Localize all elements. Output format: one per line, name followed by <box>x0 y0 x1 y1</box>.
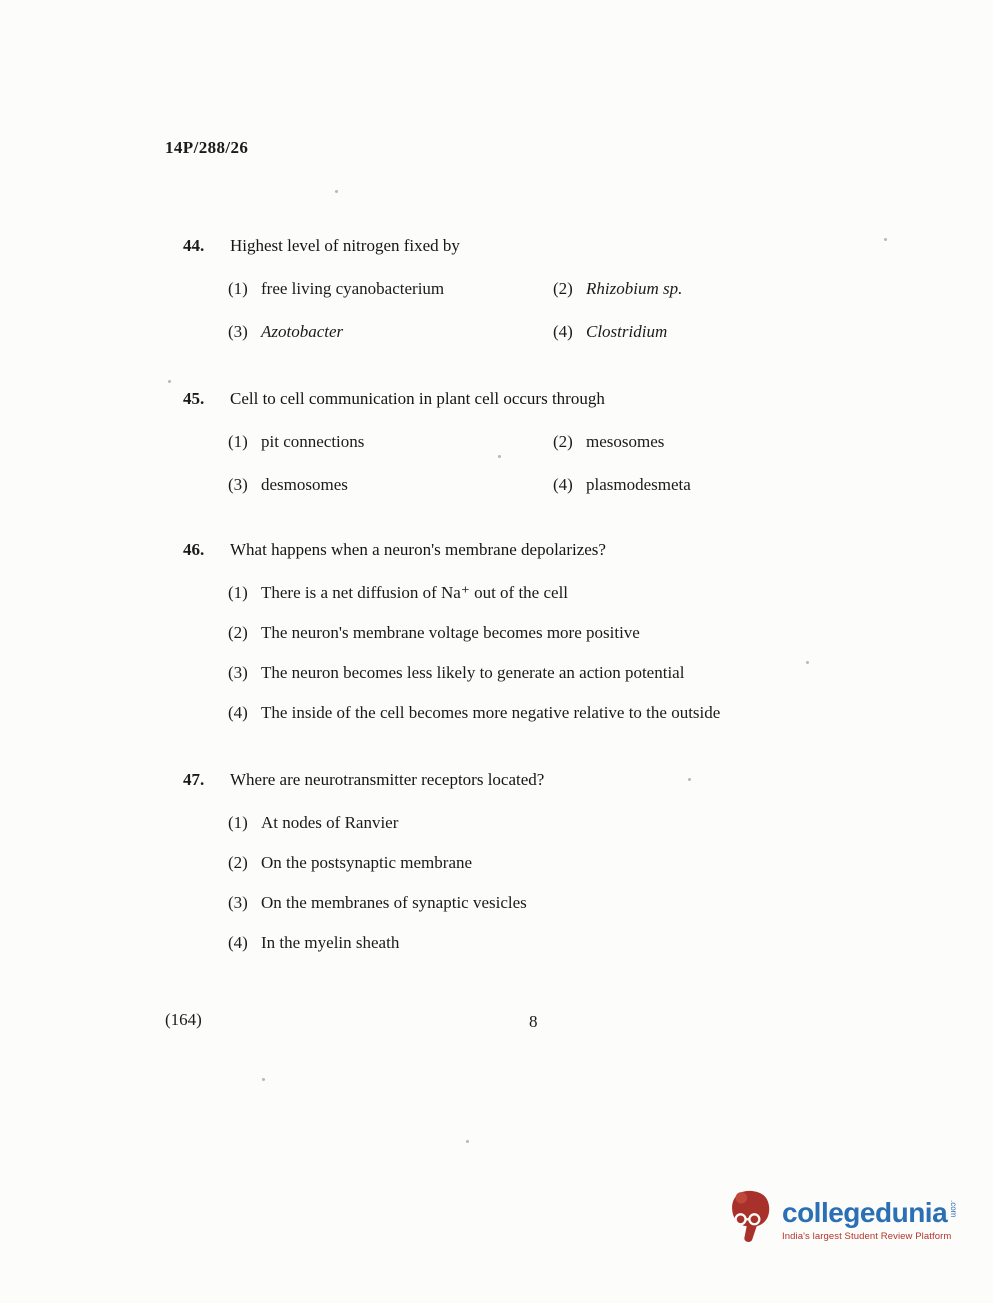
option-text: Rhizobium sp. <box>586 279 683 298</box>
question-number: 44. <box>183 236 205 255</box>
option-label: (3) <box>228 663 248 682</box>
option <box>228 474 553 496</box>
option-label: (3) <box>228 475 248 494</box>
option-text: The neuron's membrane voltage becomes more positive <box>261 623 640 642</box>
option <box>553 474 691 496</box>
option-text: plasmodesmeta <box>586 475 691 494</box>
question-text: What happens when a neuron's membrane depolarizes? <box>230 540 606 559</box>
question-45 <box>183 389 605 409</box>
logo-brand-text: collegedunia <box>782 1196 948 1228</box>
option-text: On the postsynaptic membrane <box>261 853 473 872</box>
question-text: Where are neurotransmitter receptors located? <box>230 770 545 789</box>
page-number: 8 <box>529 1012 538 1031</box>
option-text: The inside of the cell becomes more negative relative to the outside <box>261 703 721 722</box>
option <box>228 702 720 724</box>
option <box>228 622 720 644</box>
question-46 <box>183 540 606 560</box>
question-number: 47. <box>183 770 205 789</box>
option-text: pit connections <box>261 432 365 451</box>
option-text: free living cyanobacterium <box>261 279 445 298</box>
logo-text-block <box>782 1198 958 1242</box>
question-number: 46. <box>183 540 205 559</box>
option-label: (1) <box>228 279 248 298</box>
option-text: The neuron becomes less likely to generate an action potential <box>261 663 685 682</box>
option-label: (1) <box>228 813 248 832</box>
collegedunia-mascot-icon <box>726 1188 772 1251</box>
option-text: In the myelin sheath <box>261 933 400 952</box>
option <box>228 431 553 453</box>
question-44 <box>183 236 460 256</box>
paper-code: 14P/288/26 <box>165 138 249 157</box>
option <box>228 892 527 914</box>
option-label: (2) <box>228 853 248 872</box>
question-47-options <box>228 812 527 954</box>
booklet-code: (164) <box>165 1010 202 1029</box>
option-label: (1) <box>228 432 248 451</box>
option-label: (4) <box>553 322 573 341</box>
collegedunia-logo <box>726 1188 958 1251</box>
option-text: There is a net diffusion of Na⁺ out of the cell <box>261 583 569 602</box>
question-46-options <box>228 582 720 724</box>
option-text: Clostridium <box>586 322 668 341</box>
question-number: 45. <box>183 389 205 408</box>
logo-brand-suffix: .com <box>949 1199 959 1217</box>
option-label: (3) <box>228 893 248 912</box>
question-47 <box>183 770 544 790</box>
option <box>228 812 527 834</box>
option-label: (4) <box>228 703 248 722</box>
option <box>228 321 553 343</box>
option <box>228 278 553 300</box>
option-text: On the membranes of synaptic vesicles <box>261 893 527 912</box>
option-text: At nodes of Ranvier <box>261 813 399 832</box>
option <box>553 431 691 453</box>
option-label: (2) <box>228 623 248 642</box>
option-text: desmosomes <box>261 475 348 494</box>
option <box>228 852 527 874</box>
question-44-options <box>228 278 682 343</box>
option <box>553 278 682 300</box>
question-text: Highest level of nitrogen fixed by <box>230 236 460 255</box>
option <box>228 582 720 604</box>
option-text: Azotobacter <box>261 322 344 341</box>
option <box>228 932 527 954</box>
option-text: mesosomes <box>586 432 665 451</box>
option <box>553 321 682 343</box>
option-label: (1) <box>228 583 248 602</box>
option-label: (2) <box>553 279 573 298</box>
option-label: (3) <box>228 322 248 341</box>
option <box>228 662 720 684</box>
option-label: (4) <box>228 933 248 952</box>
option-label: (2) <box>553 432 573 451</box>
question-text: Cell to cell communication in plant cell occurs through <box>230 389 605 408</box>
option-label: (4) <box>553 475 573 494</box>
question-45-options <box>228 431 691 496</box>
logo-tagline: India's largest Student Review Platform <box>782 1230 952 1242</box>
